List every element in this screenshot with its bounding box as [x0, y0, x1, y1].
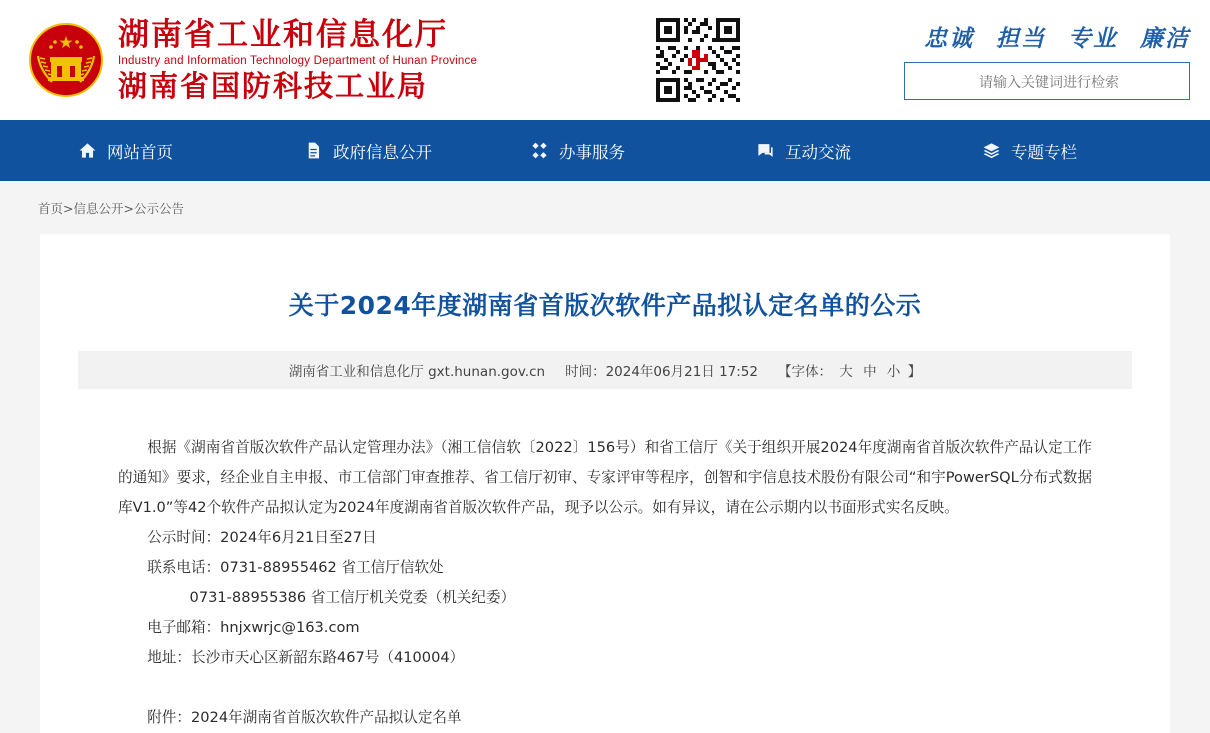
nav-item-home-label: 网站首页	[107, 142, 173, 162]
fontsize-control	[778, 360, 921, 380]
document-icon	[304, 141, 323, 160]
org-title-cn2: 湖南省国防科技工业局	[118, 68, 429, 103]
site-header	[0, 0, 1210, 120]
article-attachment-link[interactable]: 附件：2024年湖南省首版次软件产品拟认定名单	[147, 709, 462, 726]
breadcrumb[interactable]: 首页>信息公开>公示公告	[38, 200, 184, 216]
chat-icon	[756, 141, 775, 160]
nav-item-gov-info[interactable]	[266, 139, 492, 163]
article-meta-bar	[78, 351, 1132, 389]
home-icon	[78, 141, 97, 160]
fontsize-close: 】	[907, 364, 922, 380]
article-card	[40, 234, 1170, 733]
breadcrumb-bar	[0, 181, 1210, 234]
page-background	[0, 234, 1210, 733]
article-body	[40, 389, 1170, 733]
fontsize-medium[interactable]: 中	[863, 364, 877, 380]
page-title: 关于2024年度湖南省首版次软件产品拟认定名单的公示	[288, 291, 922, 320]
article-line-phone-1: 联系电话：0731-88955462 省工信厅信软处	[147, 559, 444, 576]
fontsize-label: 【字体：	[778, 364, 832, 380]
site-title-block	[118, 18, 477, 103]
article-time-value: 2024年06月21日 17:52	[605, 364, 758, 380]
article-line-phone-2: 0731-88955386 省工信厅机关党委（机关纪委）	[189, 589, 516, 606]
search-input[interactable]	[905, 63, 1193, 101]
slogan-word-4: 廉洁	[1140, 26, 1190, 52]
nav-item-topics[interactable]	[944, 139, 1170, 163]
org-title-cn: 湖南省工业和信息化厅	[118, 16, 448, 53]
nav-item-gov-info-label: 政府信息公开	[333, 142, 432, 162]
article-line-address: 地址：长沙市天心区新韶东路467号（410004）	[147, 649, 465, 666]
slogan	[924, 20, 1190, 53]
nav-item-topics-label: 专题专栏	[1011, 142, 1077, 162]
fontsize-large[interactable]: 大	[839, 364, 853, 380]
nav-item-service[interactable]	[492, 139, 718, 163]
layers-icon	[982, 141, 1001, 160]
article-line-email: 电子邮箱：hnjxwrjc@163.com	[147, 619, 360, 636]
search-box[interactable]	[904, 62, 1190, 100]
national-emblem-icon	[28, 22, 104, 98]
slogan-word-3: 专业	[1067, 26, 1118, 52]
article-time-label: 时间：	[565, 364, 606, 380]
nav-item-interaction-label: 互动交流	[785, 142, 851, 162]
qr-code-icon	[652, 14, 744, 106]
slogan-word-1: 忠诚	[923, 26, 974, 52]
article-paragraph-1: 根据《湖南省首版次软件产品认定管理办法》（湘工信信软〔2022〕156号）和省工信厅《关于组织开展2024年度湖南省首版次软件产品认定工作的通知》要求，经企业自主申报、市工信部门审查推荐、省工信厅初审、专家评审等程序，创智和宇信息技术股份有限公司“和宇PowerSQL分布式数据库V1.0”等42个软件产品拟认定为2024年度湖南省首版次软件产品，现予以公示。如有异议，请在公示期内以书面形式实名反映。	[118, 439, 1092, 516]
nav-item-interaction[interactable]	[718, 139, 944, 163]
nav-item-home[interactable]	[40, 139, 266, 163]
service-icon	[530, 141, 549, 160]
article-source: 湖南省工业和信息化厅 gxt.hunan.gov.cn	[288, 364, 546, 380]
article-line-notice-period: 公示时间：2024年6月21日至27日	[147, 529, 377, 546]
nav-item-service-label: 办事服务	[559, 142, 625, 162]
slogan-word-2: 担当	[995, 26, 1046, 52]
fontsize-small[interactable]: 小	[886, 364, 901, 380]
org-title-en: Industry and Information Technology Department of Hunan Province	[118, 54, 478, 67]
main-nav	[0, 120, 1210, 181]
